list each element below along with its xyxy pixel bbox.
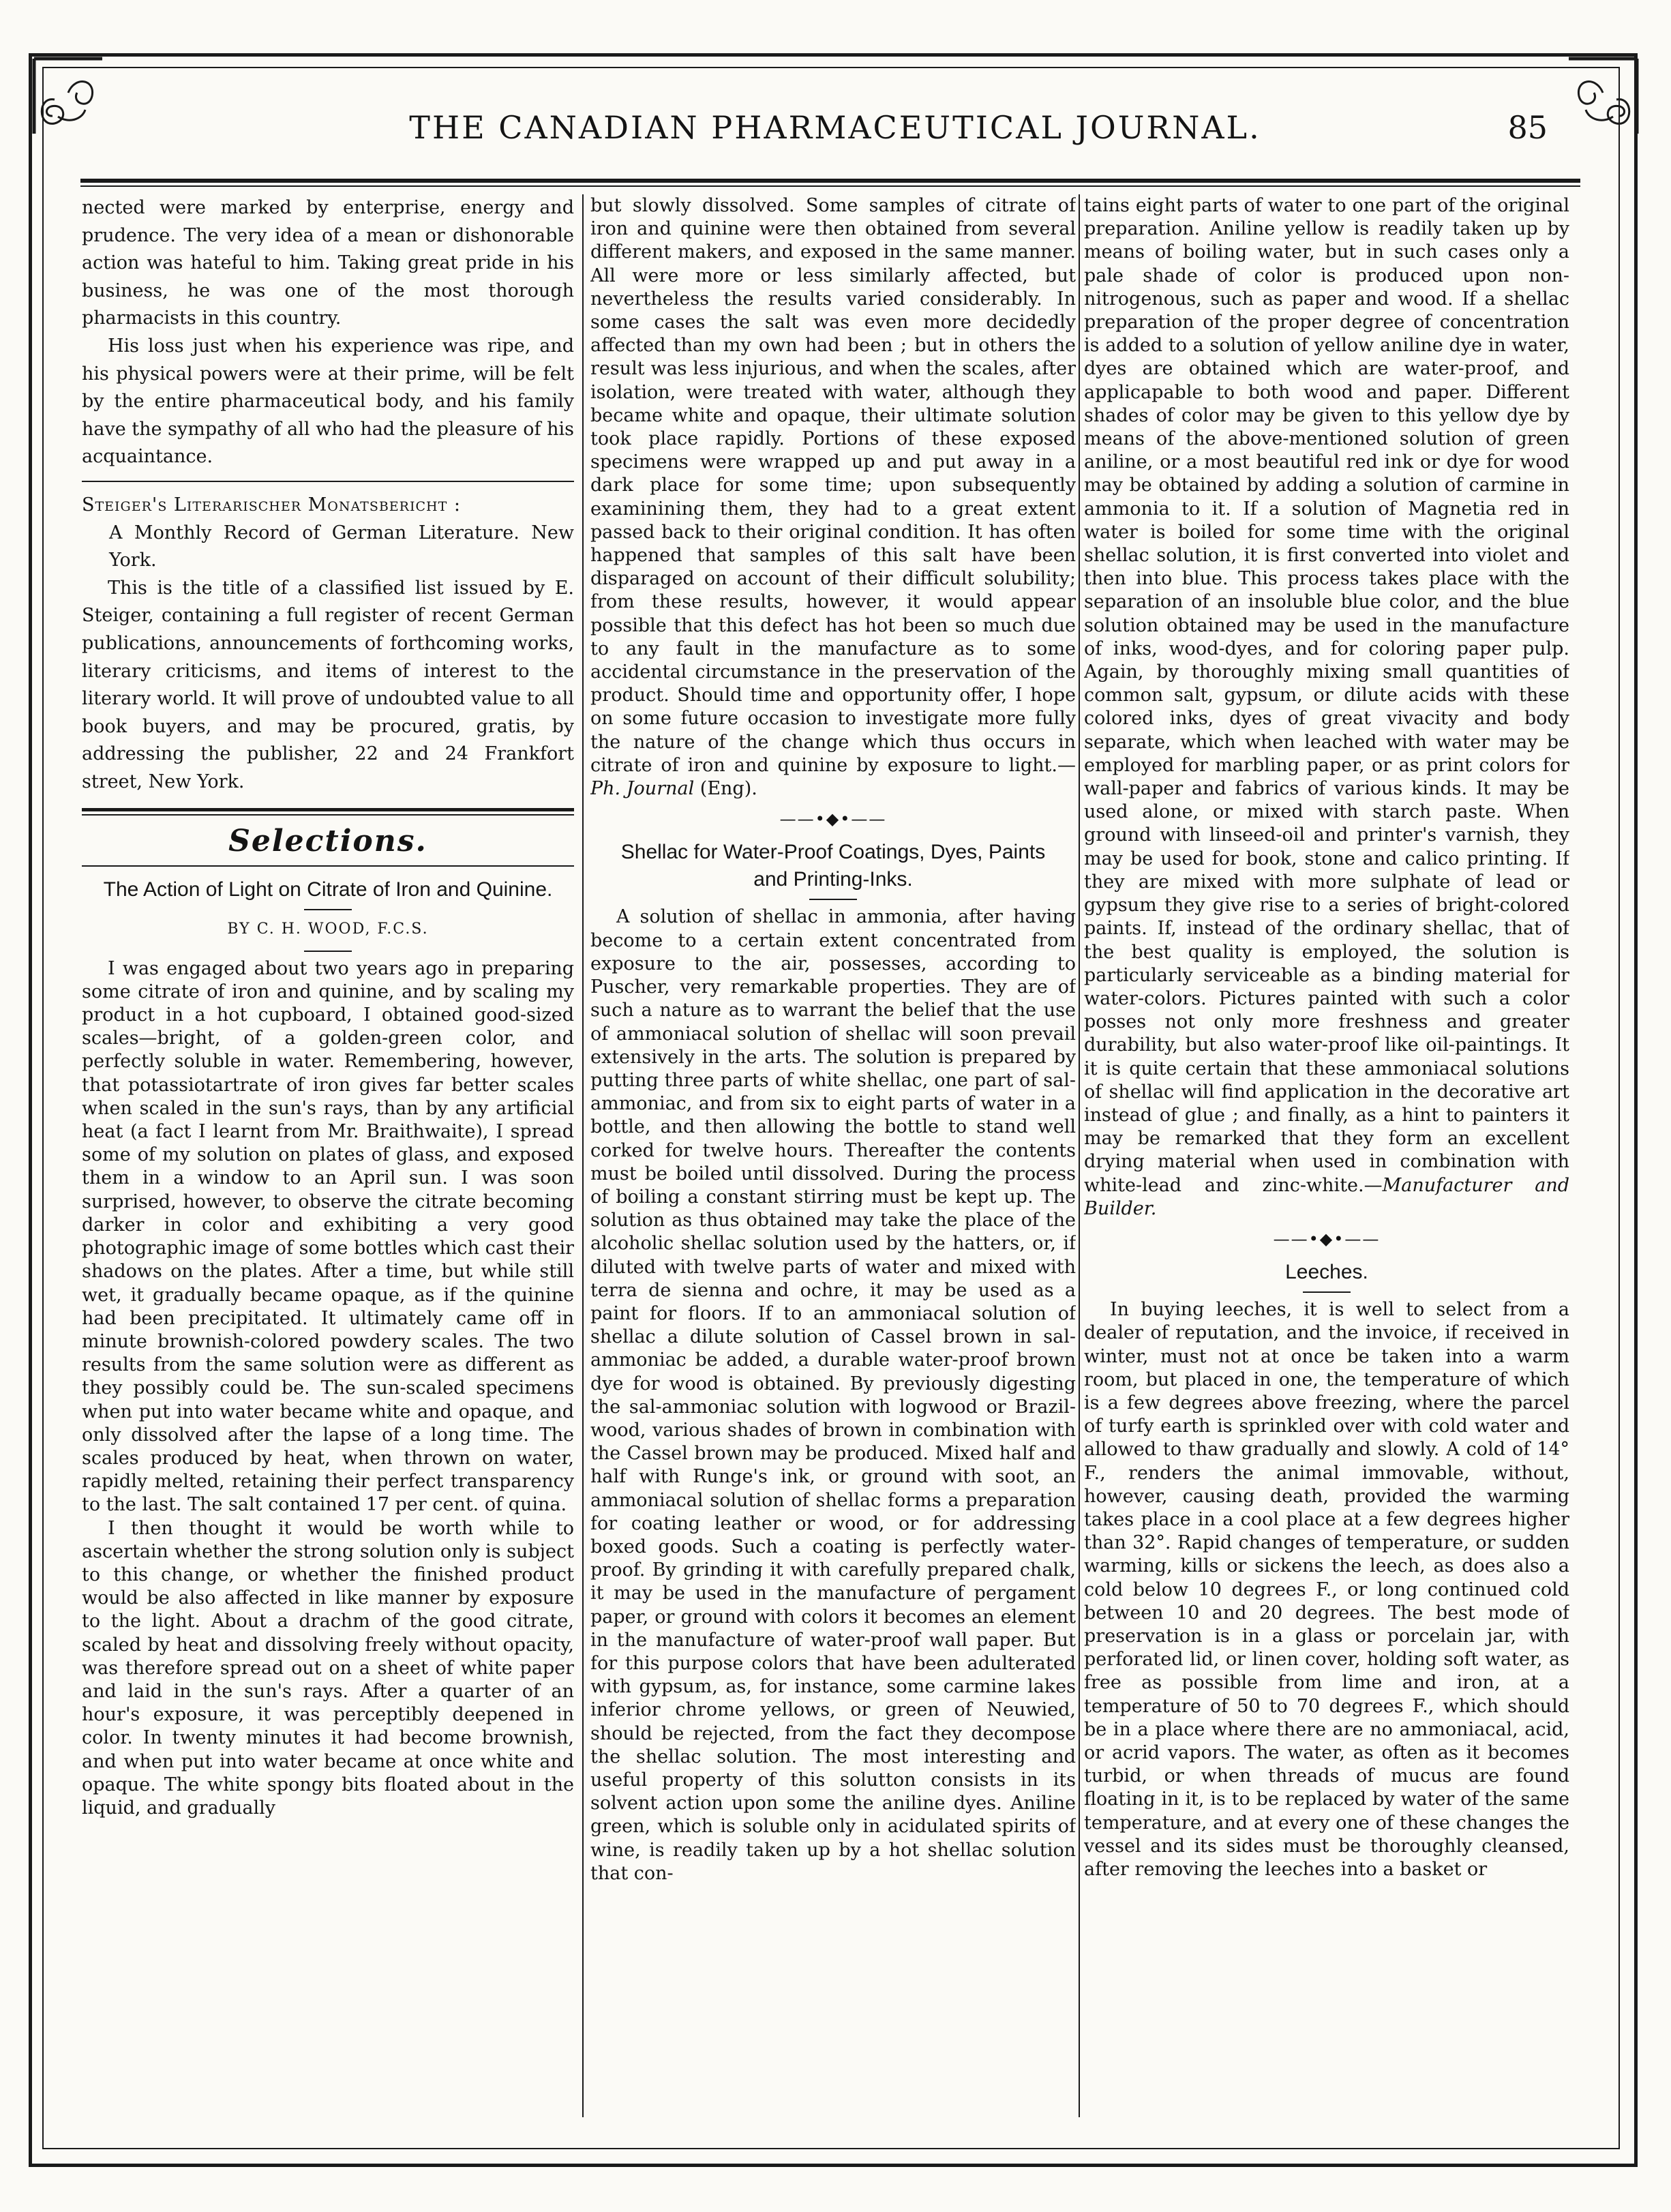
title-rule	[304, 909, 352, 910]
section-rule	[82, 865, 574, 867]
running-title: THE CANADIAN PHARMACEUTICAL JOURNAL.	[409, 109, 1261, 146]
page-header	[123, 102, 1548, 164]
section-ornament: ——•◆•——	[1273, 1229, 1381, 1249]
header-rule	[80, 185, 1580, 187]
section-rule	[82, 808, 574, 811]
obituary-paragraph: nected were marked by enterprise, energy and prudence. The very idea of a mean or dishonorable action was hateful to him. Taking great pride in his business, he was one of the most thorough pharmacists in this country.	[82, 197, 574, 329]
article-paragraph: I was engaged about two years ago in preparing some citrate of iron and quinine, and by scaling my product in a hot cupboard, I obtained good-sized scales—bright, of a golden-green color, and perfectly soluble in water. Remembering, however, that potassiotartrate of iron gives far better scales when scaled in the sun's rays, than by any artificial heat (a fact I learnt from Mr. Braithwaite), I spread some of my solution on plates of glass, and exposed them in a window to an April sun. I was soon surprised, however, to observe the citrate becoming darker in color and exhibiting a very good photographic image of some bottles which cast their shadows on the plates. After a time, but while still wet, it gradually became opaque, as if the quinine had been precipitated. It ultimately came off in minute brownish-colored powdery scales. The two results from the same solution were as different as they possibly could be. The sun-scaled specimens when put into water became white and opaque, and only dissolved after the lapse of a long time. The scales produced by heat, when thrown on water, rapidly melted, retaining their perfect transparency to the last. The salt contained 17 per cent. of quina.	[82, 957, 574, 1516]
column-middle	[590, 194, 1076, 2117]
section-heading: Selections.	[228, 824, 427, 859]
title-rule	[304, 951, 352, 952]
column-divider	[582, 194, 584, 2117]
source-suffix: (Eng).	[694, 778, 757, 800]
review-heading: Steiger's Literarischer Monatsbericht :	[82, 494, 461, 515]
article-paragraph: I then thought it would be worth while to ascertain whether the strong solution only is subject to this change, or whether the finished product would be also affected in like manner by exposure to the light. About a drachm of the good citrate, scaled by heat and dissolving freely without opacity, was therefore spread out on a sheet of white paper and laid in the sun's rays. After a quarter of an hour's exposure, it was perceptibly deepened in color. In twenty minutes it had become brownish, and when put into water became at once white and opaque. The white spongy bits floated about in the liquid, and gradually	[82, 1517, 574, 1819]
article-byline: BY C. H. WOOD, F.C.S.	[227, 921, 429, 938]
obituary-paragraph: His loss just when his experience was ripe, and his physical powers were at their prime, will be felt by the entire pharmaceutical body, and his family have the sympathy of all who had the pleasure of his acquaintance.	[82, 335, 574, 468]
article-paragraph: A solution of shellac in ammonia, after having become to a certain extent concentrated from exposure to the air, possesses, according to Puscher, very remarkable properties. They are of such a nature as to warrant the belief that the use of ammoniacal solution of shellac will soon prevail extensively in the arts. The solution is prepared by putting three parts of white shellac, one part of sal-ammoniac, and from six to eight parts of water in a bottle, and then allowing the bottle to stand well corked for twelve hours. Thereafter the contents must be boiled until dissolved. During the process of boiling a constant stirring must be kept up. The solution as thus obtained may take the place of the alcoholic shellac solution used by the hatters, or, if diluted with twelve parts of water and mixed with terra de sienna and ochre, it may be used as a paint for floors. If to an ammoniacal solution of shellac a dilute solution of Cassel brown in sal-ammoniac be added, a durable water-proof brown dye for wood is obtained. By previously digesting the sal-ammoniac solution with logwood or Brazil-wood, various shades of brown in combination with the Cassel brown may be produced. Mixed half and half with Runge's ink, or ground with soot, an ammoniacal solution of shellac forms a preparation for coating leather or wood, or for addressing boxed goods. Such a coating is perfectly water-proof. By grinding it with carefully prepared chalk, it may be used in the manufacture of pergament paper, or ground with colors it becomes an element in the manufacture of water-proof wall paper. But for this purpose colors that have been adulterated with gypsum, as, for instance, some carmine lakes inferior chrome yellows, or green of Neuwied, should be rejected, from the fact they decompose the shellac solution. The most interesting and useful property of this solutton consists in its solvent action upon some the aniline dyes. Aniline green, which is soluble only in acidulated spirits of wine, is readily taken up by a hot shellac solution that con-	[590, 906, 1076, 1884]
page-number: 85	[1507, 109, 1548, 146]
article-text: tains eight parts of water to one part of the original preparation. Aniline yellow is readily taken up by means of boiling water, but in such cases only a pale shade of color is produced upon non-nitrogenous, such as paper and wood. If a shellac preparation of the proper degree of concentration is added to a solution of yellow aniline dye in water, dyes are obtained which are water-proof, and applicapable to both wood and paper. Different shades of color may be given to this yellow dye by means of the above-mentioned solution of green aniline, or a most beautiful red ink or dye for wood may be obtained by adding a solution of carmine in ammonia to it. If a solution of Magnetia red in water is boiled for some time with the original shellac solution, it is first converted into violet and then into blue. This process takes place with the separation of an insoluble blue color, and the blue solution obtained may be used in the manufacture of inks, wood-dyes, and for coloring paper pulp. Again, by thoroughly mixing small quantities of common salt, gypsum, or dilute acids with these colored inks, dyes of great vivacity and body separate, which when leached with water may be employed for marbling paper, or as print colors for wall-paper and fabrics of various kinds. It may be used alone, or mixed with starch paste. When ground with linseed-oil and printer's varnish, they may be used for book, stone and calico printing. If they are mixed with more sulphate of lead or gypsum they give rise to a series of bright-colored paints. If, instead of the ordinary shellac, that of the best quality is employed, the solution is particularly serviceable as a binding material for water-colors. Pictures painted with such a color posses not only more freshness and greater durability, but also water-proof like oil-paintings. It it is quite certain that these ammoniacal solutions of shellac will find application in the decorative art instead of glue ; and finally, as a hint to painters it may be remarked that they form an excellent drying material when used in combination with white-lead and zinc-white.—	[1084, 195, 1569, 1196]
article-paragraph: In buying leeches, it is well to select from a dealer of reputation, and the invoice, if received in winter, must not at once be taken into a warm room, but placed in one, the temperature of which is a few degrees above freezing, where the parcel of turfy earth is sprinkled over with cold water and allowed to thaw gradually and slowly. A cold of 14° F., renders the animal immovable, without, however, causing death, provided the warming takes place in a cool place at a few degrees higher than 32°. Rapid changes of temperature, or sudden warming, kills or sickens the leech, as does also a cold below 10 degrees F., or long continued cold between 10 and 20 degrees. The best mode of preservation is in a glass or porcelain jar, with perforated lid, or linen cover, holding soft water, as free as possible from lime and iron, at a temperature of 50 to 70 degrees F., which should be in a place where there are no ammoniacal, acid, or acrid vapors. The water, as often as it becomes turbid, or when threads of mucus are found floating in it, is to be replaced by water of the same temperature, and at every one of these changes the vessel and its sides must be thoroughly cleansed, after removing the leeches into a basket or	[1084, 1299, 1569, 1881]
section-rule	[82, 814, 574, 816]
title-rule	[1303, 1291, 1351, 1293]
article-title: Shellac for Water-Proof Coatings, Dyes, Paints and Printing-Inks.	[620, 841, 1046, 891]
article-title: Leeches.	[1285, 1261, 1368, 1284]
column-right	[1084, 194, 1569, 2117]
source-citation: Manufacturer and Builder.	[1084, 1174, 1569, 1219]
column-left	[82, 194, 574, 2117]
section-ornament: ——•◆•——	[779, 809, 887, 829]
section-rule	[82, 481, 574, 482]
header-rule	[80, 179, 1580, 183]
corner-ornament-icon	[1562, 52, 1644, 140]
article-title: The Action of Light on Citrate of Iron and Quinine.	[103, 878, 553, 901]
source-citation: Ph. Journal	[590, 778, 695, 800]
review-subheading: A Monthly Record of German Literature. New York.	[109, 522, 574, 571]
review-body: This is the title of a classified list issued by E. Steiger, containing a full register of recent German publications, announcements of forthcoming works, literary criticisms, and items of interest to the literary world. It will prove of undoubted value to all book buyers, and may be procured, gratis, by addressing the publisher, 22 and 24 Frankfort street, New York.	[82, 577, 574, 792]
column-divider	[1079, 194, 1080, 2117]
corner-ornament-icon	[27, 52, 109, 140]
article-text: but slowly dissolved. Some samples of citrate of iron and quinine were then obtained from several different makers, and exposed in the same manner. All were more or less similarly affected, but nevertheless the results varied considerably. In some cases the salt was even more decidedly affected than my own had been ; but in others the result was less injurious, and when the scales, after isolation, were treated with water, although they became white and opaque, their ultimate solution took place rapidly. Portions of these exposed specimens were wrapped up and put away in a dark place for some time; upon subsequently examinining them, they had to a great extent passed back to their original condition. It has often happened that samples of this salt have been disparaged on account of their difficult solubility; from these results, however, it would appear possible that this defect has hot been so much due to any fault in the manufacture as to some accidental circumstance in the preservation of the product. Should time and opportunity offer, I hope on some future occasion to investigate more fully the nature of the change which thus occurs in citrate of iron and quinine by exposure to light.—	[590, 195, 1076, 776]
article-paragraph	[1084, 194, 1569, 1221]
article-paragraph	[590, 194, 1076, 801]
title-rule	[809, 899, 857, 900]
